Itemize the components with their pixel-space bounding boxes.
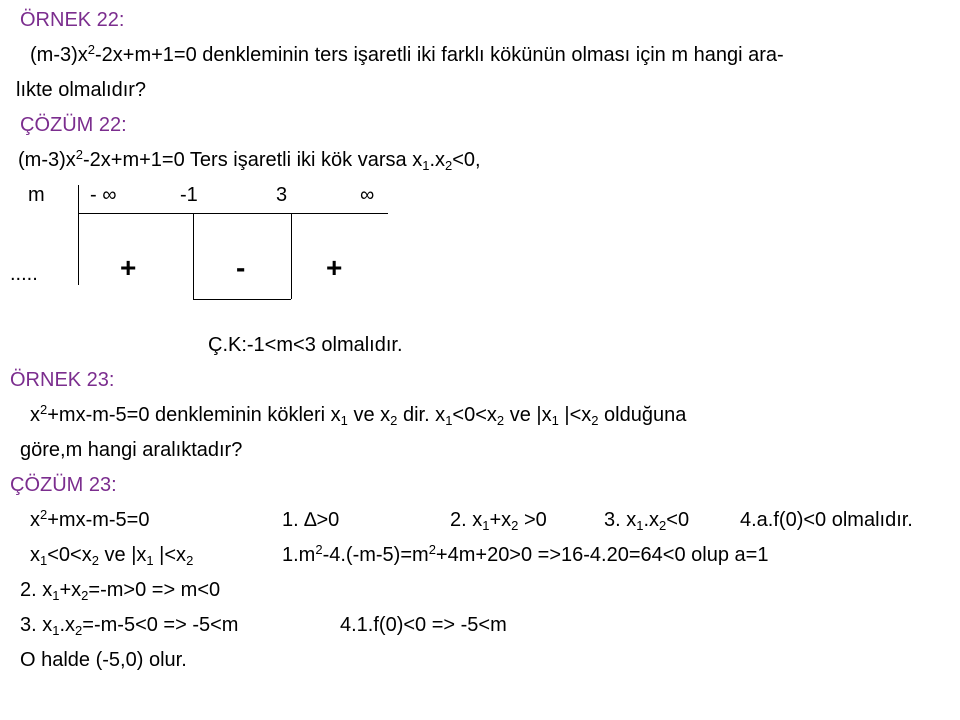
cond2-part: >0 [518, 509, 547, 531]
q23-part: olduğuna [598, 404, 687, 426]
s22-sup: 2 [75, 147, 83, 162]
example-23-question-line1 [30, 403, 686, 427]
q23-part: x [30, 404, 40, 426]
q23-sub: 2 [591, 413, 599, 428]
s23l4-part: 3. x [20, 614, 53, 636]
s23l2-part: x [30, 544, 40, 566]
cond3-part: 3. x [604, 509, 637, 531]
s23l4-sub: 1 [52, 623, 60, 638]
s23l3-part: 2. x [20, 579, 53, 601]
cond2-sub: 2 [511, 518, 519, 533]
solution-23-final: O halde (-5,0) olur. [20, 649, 187, 671]
s23l2r-part: 1.m [282, 544, 316, 566]
cond3-sub: 1 [636, 518, 644, 533]
sign-table-pos-inf: ∞ [360, 184, 375, 206]
s23l2-sub: 1 [40, 553, 48, 568]
solution-23-condition-2 [450, 508, 547, 532]
q23-part: +mx-m-5=0 denkleminin kökleri x [47, 404, 341, 426]
s22-part: .x [429, 149, 445, 171]
s22-part: -2x+m+1=0 Ters işaretli iki kök varsa x [83, 149, 423, 171]
s23l3-sub: 2 [81, 588, 89, 603]
s23l3-part: =-m>0 => m<0 [88, 579, 221, 601]
cond3-sub: 2 [659, 518, 667, 533]
solution-23-line2-left [30, 543, 193, 567]
q22-part: -2x+m+1=0 denkleminin ters işaretli iki farklı kökünün olması için m hangi ara- [95, 44, 784, 66]
s23l3-part: +x [59, 579, 82, 601]
solution-23-line3 [20, 578, 220, 602]
s23l2-part: ve |x [98, 544, 147, 566]
cond2-part: 2. x [450, 509, 483, 531]
cond2-sub: 1 [482, 518, 490, 533]
solution-22-title: ÇÖZÜM 22: [20, 114, 127, 136]
s23l2-sub: 2 [91, 553, 99, 568]
example-23-question-line2: göre,m hangi aralıktadır? [20, 439, 243, 461]
s23-sup: 2 [40, 507, 48, 522]
solution-23-line2-right [282, 543, 768, 567]
sign-table-dots: ..... [10, 263, 38, 285]
s23l2r-sup: 2 [315, 542, 323, 557]
s23-part: +mx-m-5=0 [47, 509, 150, 531]
s23l2-sub: 1 [146, 553, 154, 568]
s22-sub: 1 [422, 158, 430, 173]
s23l2-part: |<x [153, 544, 187, 566]
example-22-title: ÖRNEK 22: [20, 9, 125, 31]
q23-part: ve |x [504, 404, 552, 426]
q23-part: <0<x [452, 404, 497, 426]
q23-sub: 1 [340, 413, 348, 428]
example-23-title: ÖRNEK 23: [10, 369, 115, 391]
solution-23-equation [30, 508, 149, 532]
cond1-number: 1. [282, 509, 299, 531]
example-22-question-line2: lıkte olmalıdır? [16, 79, 147, 101]
sign-table-variable: m [28, 184, 45, 206]
s23l2r-sup: 2 [428, 542, 436, 557]
q22-part: (m-3)x [30, 44, 88, 66]
sign-table-axis-rule [78, 185, 79, 285]
solution-22-conclusion: Ç.K:-1<m<3 olmalıdır. [208, 334, 403, 356]
s23l2r-part: -4.(-m-5)=m [322, 544, 429, 566]
s23l3-sub: 1 [52, 588, 60, 603]
sign-table-root1: -1 [180, 184, 198, 206]
s22-part: <0, [452, 149, 481, 171]
q23-sub: 2 [390, 413, 398, 428]
s22-sub: 2 [445, 158, 453, 173]
q23-sub: 2 [496, 413, 505, 428]
solution-23-condition-1 [282, 508, 339, 532]
q23-part: ve x [347, 404, 391, 426]
solution-23-condition-4: 4.a.f(0)<0 olmalıdır. [740, 509, 913, 531]
delta-symbol: ∆>0 [304, 509, 340, 531]
sign-table-root2: 3 [276, 184, 288, 206]
solution-22-line1 [18, 148, 481, 172]
s23l2r-part: +4m+20>0 =>16-4.20=64<0 olup a=1 [435, 544, 769, 566]
q23-sub: 1 [551, 413, 559, 428]
s23l4-sub: 2 [75, 623, 83, 638]
s23l2-sub: 2 [186, 553, 194, 568]
solution-23-title: ÇÖZÜM 23: [10, 474, 117, 496]
q22-sup: 2 [87, 42, 95, 57]
s23l2-part: <0<x [47, 544, 92, 566]
s23l4-part: .x [59, 614, 76, 636]
example-22-question-line1 [30, 43, 784, 67]
sign-table-sign2: - [236, 252, 246, 283]
solution-23-line4-left [20, 613, 238, 637]
q23-sub: 1 [445, 413, 453, 428]
sign-table-divider-1 [193, 213, 194, 299]
s23-part: x [30, 509, 40, 531]
sign-table-top-rule [78, 213, 388, 214]
q23-sup: 2 [40, 402, 48, 417]
cond3-part: .x [643, 509, 660, 531]
q23-part: dir. x [397, 404, 446, 426]
solution-23-line4-right: 4.1.f(0)<0 => -5<m [340, 614, 507, 636]
sign-table-sign3: + [326, 252, 343, 283]
s22-part: (m-3)x [18, 149, 76, 171]
solution-23-condition-3 [604, 508, 689, 532]
sign-table-sign1: + [120, 252, 137, 283]
sign-table-divider-2 [291, 213, 292, 299]
sign-table-neg-inf: - ∞ [90, 184, 117, 206]
s23l4-part: =-m-5<0 => -5<m [82, 614, 239, 636]
cond2-part: +x [489, 509, 512, 531]
sign-table-interval-mark [193, 299, 291, 300]
cond3-part: <0 [666, 509, 690, 531]
q23-part: |<x [558, 404, 592, 426]
